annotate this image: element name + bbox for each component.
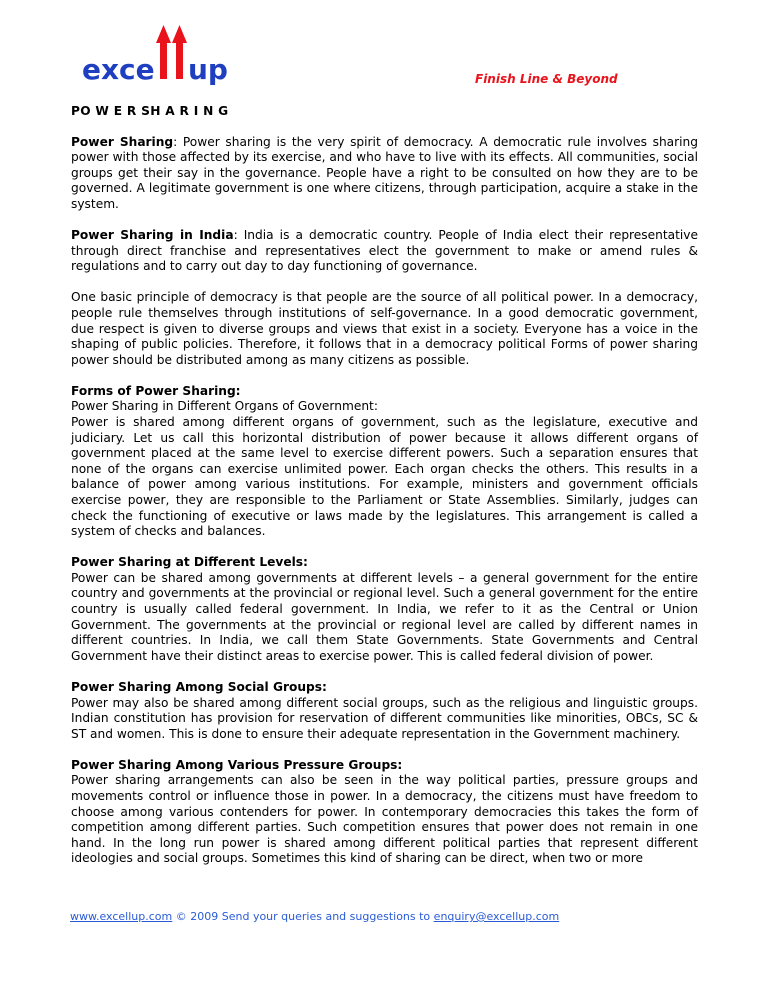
page-footer (70, 910, 559, 923)
paragraph-lead: Power Sharing (71, 134, 174, 149)
tagline: Finish Line & Beyond (475, 72, 618, 86)
section-forms (71, 384, 698, 540)
section-body: Power can be shared among governments at different levels – a general government for the entire country and governments at the provincial or regional level. Such a general government for the entire country is usually called federal government. In India, we refer to it as the Central or Union Government. The governments at the provincial or regional level are called by different names in different countries. In India, we call them State Governments. State Governments and Central Government have their distinct areas to exercise power. This is called federal division of power. (71, 570, 698, 663)
page-header (70, 14, 700, 94)
section-pressure-groups (71, 758, 698, 867)
paragraph-body: : India is a democratic country. People of India elect their representative through direct franchise and representatives elect the government to make or amend rules & regulations and to carry out day to day functioning of governance. (71, 228, 698, 274)
section-body: Power is shared among different organs of government, such as the legislature, executive and judiciary. Let us call this horizontal distribution of power because it allows different organs of government placed at the same level to exercise different powers. Such a separation ensures that none of the organs can exercise unlimited power. Each organ checks the others. This results in a balance of power among various institutions. For example, ministers and government officials exercise power, they are responsible to the Parliament or State Assemblies. Similarly, judges can check the functioning of executive or laws made by the legislatures. This arrangement is called a system of checks and balances. (71, 415, 698, 539)
logo-text-left: exce (82, 53, 155, 86)
arrow-up-icon (156, 25, 187, 79)
paragraph-basic-principle: One basic principle of democracy is that people are the source of all political power. In a democracy, people rule themselves through institutions of self-governance. In a good democratic government, due respect is given to diverse groups and views that exist in a society. Everyone has a voice in the shaping of public policies. Therefore, it follows that in a democracy political Forms of power sharing power should be distributed among as many citizens as possible. (71, 290, 698, 367)
section-body: Power may also be shared among different social groups, such as the religious and linguistic groups. Indian constitution has provision for reservation of different communities like minorities, OBCs, SC & ST and women. This is done to ensure their adequate representation in the Government machinery. (71, 695, 698, 741)
section-subheading: Power Sharing in Different Organs of Government: (71, 399, 378, 414)
logo-text-right: up (188, 53, 228, 86)
paragraph-power-sharing (71, 135, 698, 213)
section-body: Power sharing arrangements can also be seen in the way political parties, pressure groups and movements control or influence those in power. In a democracy, the citizens must have freedom to choose among various contenders for power. In contemporary democracies this takes the form of competition among different parties. Such competition ensures that power does not remain in one hand. In the long run power is shared among different political parties that represent different ideologies and social groups. Sometimes this kind of sharing can be direct, when two or more (71, 773, 698, 866)
section-heading: Power Sharing Among Various Pressure Groups: (71, 757, 403, 772)
email-link[interactable]: enquiry@excellup.com (433, 910, 560, 923)
paragraph-body: : Power sharing is the very spirit of democracy. A democratic rule involves sharing power with those affected by its exercise, and who have to live with its effects. All communities, social groups get their say in the governance. People have a right to be consulted on how they are to be governed. A legitimate government is one where citizens, through participation, acquire a stake in the system. (71, 134, 699, 211)
document-title: PO W E R SH A R I N G (71, 104, 229, 118)
section-heading: Power Sharing at Different Levels: (71, 555, 308, 570)
paragraph-power-sharing-india (71, 228, 698, 275)
section-levels (71, 555, 698, 664)
excellup-logo (80, 19, 260, 89)
footer-text: © 2009 Send your queries and suggestions to (175, 910, 434, 923)
site-link[interactable]: www.excellup.com (70, 910, 173, 923)
section-heading: Forms of Power Sharing: (71, 383, 241, 398)
section-heading: Power Sharing Among Social Groups: (71, 679, 327, 694)
paragraph-lead: Power Sharing in India (71, 228, 234, 243)
section-social-groups (71, 680, 698, 742)
document-body (71, 104, 698, 882)
